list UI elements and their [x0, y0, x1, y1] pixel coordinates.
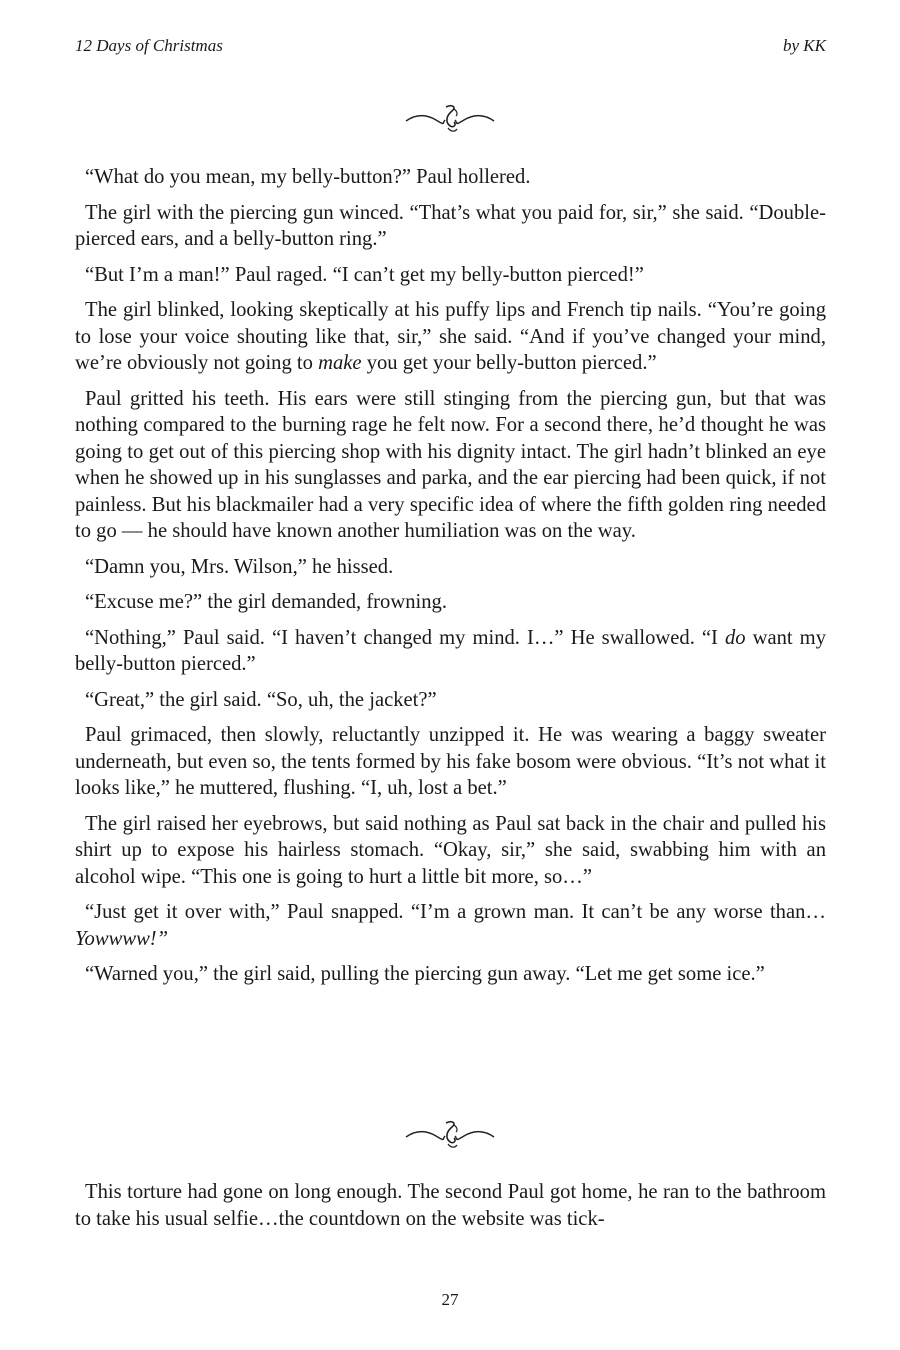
paragraph-text: Paul grimaced, then slowly, reluctantly unzipped it. He was wearing a baggy sweater underneath, but even so, the tents formed by his fake bosom were obvious. “It’s not what it looks like,” he muttered, flushing. “I, uh, lost a bet.” — [75, 724, 826, 799]
paragraph — [75, 386, 826, 545]
running-header-author: by KK — [783, 36, 826, 55]
emphasis-text: make — [318, 352, 362, 374]
paragraph-text: “Damn you, Mrs. Wilson,” he hissed. — [85, 555, 394, 578]
paragraph — [75, 200, 826, 253]
page-number: 27 — [441, 1290, 459, 1309]
body-text-after-break — [75, 1179, 826, 1232]
paragraph-text: “What do you mean, my belly-button?” Paul hollered. — [85, 166, 531, 188]
paragraph — [75, 297, 826, 377]
paragraph-text: “Nothing,” Paul said. “I haven’t changed my mind. I…” He swallowed. “I — [85, 626, 725, 649]
emphasis-text: Yowwww!” — [75, 927, 169, 950]
paragraph — [75, 1179, 826, 1232]
paragraph — [75, 589, 826, 616]
paragraph-text: “Great,” the girl said. “So, uh, the jacket?” — [85, 688, 437, 711]
emphasis-text: do — [724, 626, 746, 649]
paragraph — [75, 961, 826, 988]
paragraph — [75, 554, 826, 581]
scroll-flourish-icon — [0, 98, 900, 138]
paragraph-text: you get your belly-button pierced.” — [361, 352, 657, 374]
paragraph-text: The girl blinked, looking skeptically at his puffy lips and French tip nails. “You’re going to lose your voice shouting like that, sir,” she said. “And if you’ve changed your mind, we’re obviously not going to — [75, 299, 826, 374]
paragraph-text: “Just get it over with,” Paul snapped. “I’m a grown man. It can’t be any worse than… — [85, 901, 826, 923]
paragraph-text: “Warned you,” the girl said, pulling the piercing gun away. “Let me get some ice.” — [85, 963, 765, 985]
running-header-title: 12 Days of Christmas — [75, 36, 223, 55]
paragraph — [75, 262, 826, 289]
paragraph-text: This torture had gone on long enough. The second Paul got home, he ran to the bathroom to take his usual selfie…the countdown on the website was tick- — [75, 1181, 826, 1230]
paragraph — [75, 687, 826, 714]
paragraph-text: “Excuse me?” the girl demanded, frowning. — [85, 591, 447, 613]
paragraph-text: The girl raised her eyebrows, but said nothing as Paul sat back in the chair and pulled his shirt up to expose his hairless stomach. “Okay, sir,” she said, swabbing him with an alcohol wipe. “This one is going to hurt a little bit more, so…” — [75, 812, 826, 888]
paragraph-text: Paul gritted his teeth. His ears were still stinging from the piercing gun, but that was nothing compared to the burning rage he felt now. For a second there, he’d thought he was going to get out of this piercing shop with his dignity intact. The girl hadn’t blinked an eye when he showed up in his sunglasses and parka, and the ear piercing had been quick, if not painless. But his blackmailer had a very specific idea of where the fifth golden ring needed to go — he should have known another humiliation was on the way. — [75, 387, 826, 542]
paragraph — [75, 722, 826, 802]
body-text — [75, 164, 826, 997]
paragraph-text: “But I’m a man!” Paul raged. “I can’t get my belly-button pierced!” — [85, 263, 644, 286]
scroll-flourish-icon — [0, 1114, 900, 1154]
paragraph — [75, 164, 826, 191]
paragraph — [75, 811, 826, 891]
paragraph — [75, 625, 826, 678]
paragraph-text: The girl with the piercing gun winced. “That’s what you paid for, sir,” she said. “Double-pierced ears, and a belly-button ring.” — [75, 201, 826, 250]
paragraph — [75, 899, 826, 952]
paragraph-text: want my belly-button pierced.” — [75, 626, 826, 675]
